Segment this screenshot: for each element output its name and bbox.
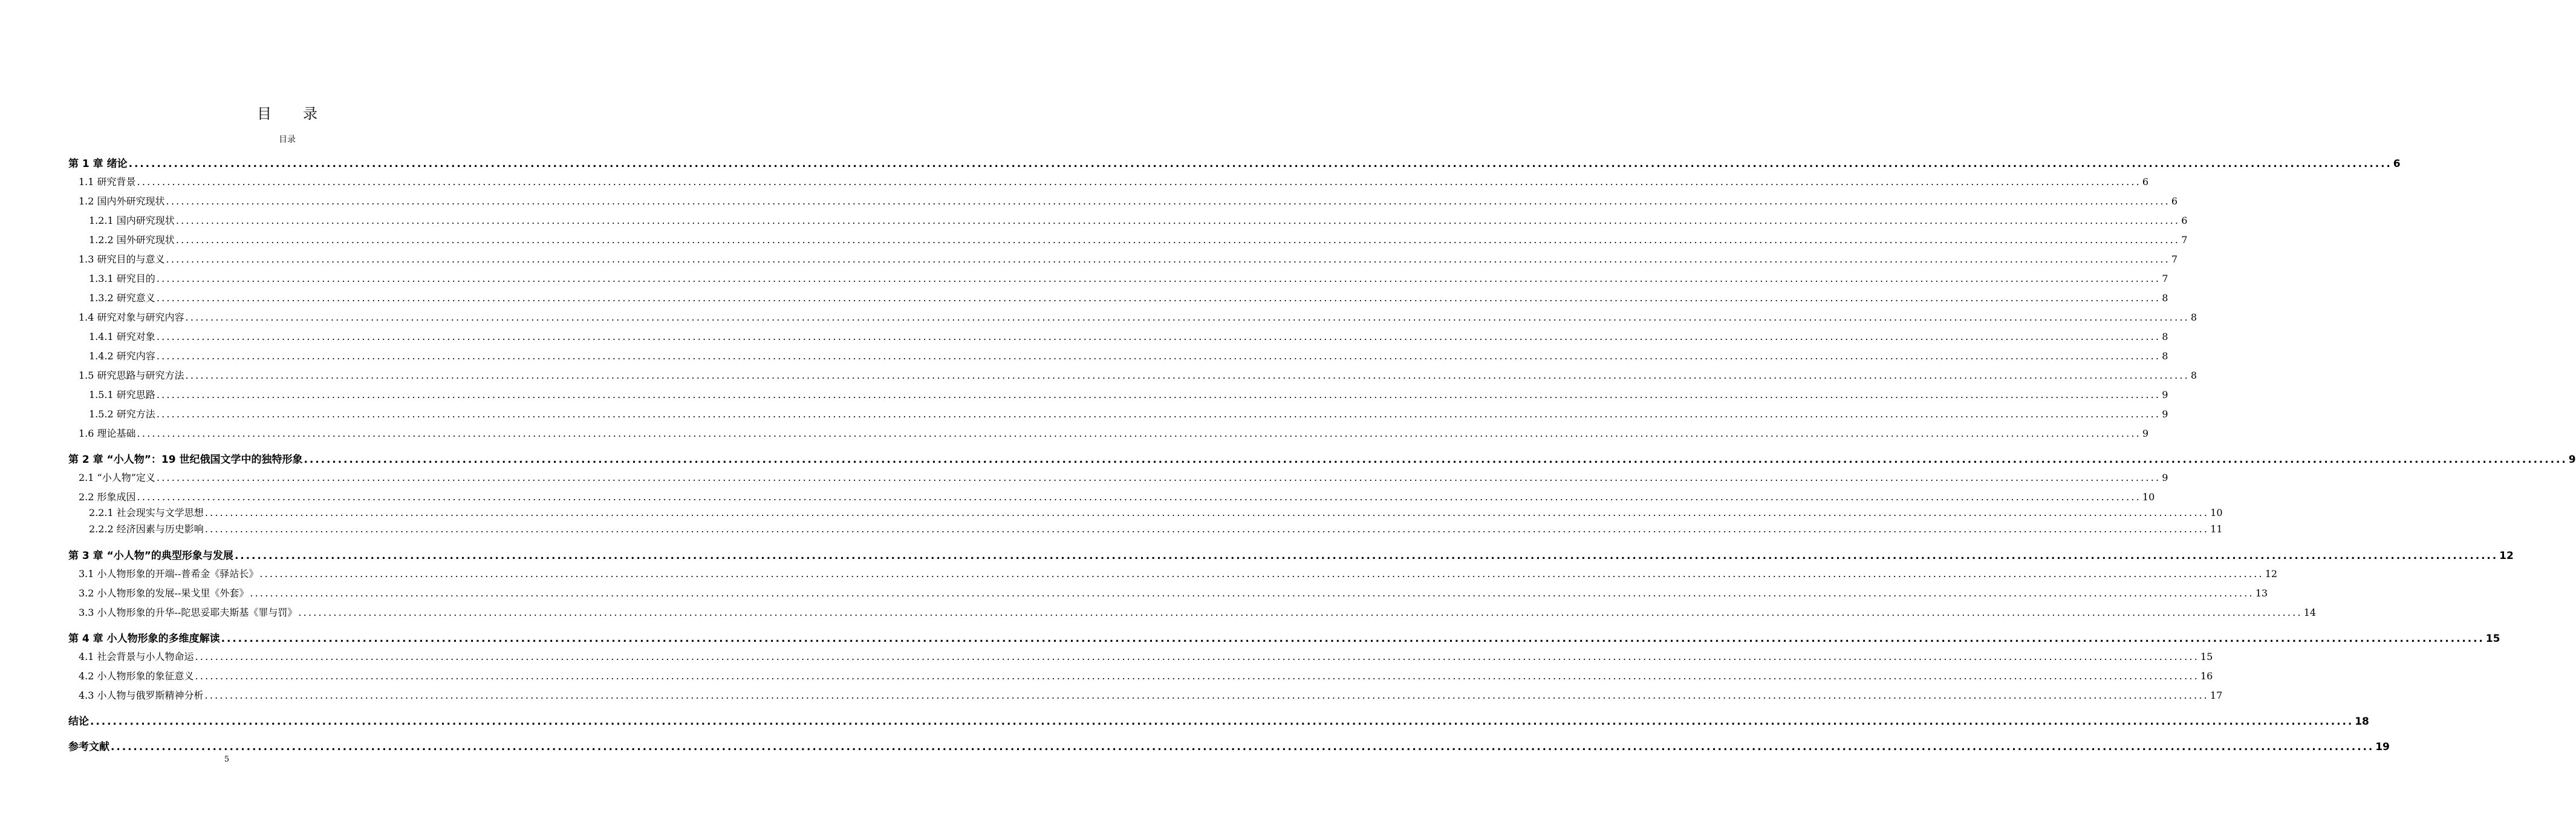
toc-entry-page: 13: [2255, 587, 2268, 599]
toc-dot-leader: ................................................................................................................................................................................................................................................................................................................................................................................................................: [156, 331, 2161, 342]
toc-entry-page: 8: [2190, 370, 2197, 381]
toc-entry[interactable]: [68, 213, 2188, 227]
toc-entry-title: 2.2 形象成因: [79, 491, 136, 503]
toc-entry-page: 15: [2485, 633, 2500, 645]
toc-dot-leader: ................................................................................................................................................................................................................................................................................................................................................................................................................: [156, 408, 2161, 420]
toc-entry-page: 9: [2162, 408, 2168, 420]
toc-dot-leader: ................................................................................................................................................................................................................................................................................................................................................................................................................: [90, 716, 2354, 728]
toc-dot-leader: ................................................................................................................................................................................................................................................................................................................................................................................................................: [259, 568, 2264, 580]
toc-entry-title: 1.3.2 研究意义: [89, 292, 155, 304]
toc-dot-leader: ................................................................................................................................................................................................................................................................................................................................................................................................................: [304, 454, 2568, 466]
toc-entry-title: 1.2.2 国外研究现状: [89, 234, 175, 246]
toc-entry-title: 3.1 小人物形象的开端--普希金《驿站长》: [79, 568, 259, 580]
toc-entry-page: 12: [2499, 550, 2514, 562]
toc-entry-page: 10: [2142, 491, 2155, 503]
toc-entry-title: 参考文献: [68, 741, 109, 753]
toc-dot-leader: ................................................................................................................................................................................................................................................................................................................................................................................................................: [298, 607, 2303, 618]
toc-entry-title: 1.4.1 研究对象: [89, 331, 155, 342]
toc-entry-page: 8: [2190, 312, 2197, 323]
toc-dot-leader: ................................................................................................................................................................................................................................................................................................................................................................................................................: [128, 158, 2392, 170]
toc-entry-page: 16: [2200, 670, 2213, 682]
toc-entry[interactable]: [68, 649, 2213, 664]
toc-entry[interactable]: [68, 713, 2369, 728]
toc-entry-title: 4.2 小人物形象的象征意义: [79, 670, 194, 682]
toc-dot-leader: ................................................................................................................................................................................................................................................................................................................................................................................................................: [234, 550, 2499, 562]
toc-entry[interactable]: [68, 174, 2149, 189]
toc-dot-leader: ................................................................................................................................................................................................................................................................................................................................................................................................................: [195, 651, 2199, 662]
toc-entry-page: 19: [2375, 741, 2390, 753]
toc-entry[interactable]: [68, 505, 2223, 520]
toc-entry-page: 18: [2355, 716, 2369, 728]
toc-entry-title: 第 2 章 “小人物”：19 世纪俄国文学中的独特形象: [68, 454, 303, 466]
toc-entry-page: 17: [2210, 690, 2223, 701]
toc-entry-page: 12: [2265, 568, 2278, 580]
page-title: 目 录: [257, 105, 326, 122]
toc-dot-leader: ................................................................................................................................................................................................................................................................................................................................................................................................................: [156, 350, 2161, 362]
toc-dot-leader: ................................................................................................................................................................................................................................................................................................................................................................................................................: [137, 176, 2141, 188]
toc-entry[interactable]: [68, 348, 2168, 363]
toc-entry[interactable]: [68, 489, 2155, 504]
toc-entry[interactable]: [68, 252, 2178, 266]
toc-entry-title: 第 1 章 绪论: [68, 158, 128, 170]
toc-dot-leader: ................................................................................................................................................................................................................................................................................................................................................................................................................: [204, 507, 2210, 518]
toc-entry[interactable]: [68, 521, 2223, 536]
toc-dot-leader: ................................................................................................................................................................................................................................................................................................................................................................................................................: [166, 195, 2170, 207]
toc-entry[interactable]: [68, 668, 2213, 683]
toc-dot-leader: ................................................................................................................................................................................................................................................................................................................................................................................................................: [175, 234, 2181, 246]
toc-entry[interactable]: [68, 586, 2268, 600]
toc-dot-leader: ................................................................................................................................................................................................................................................................................................................................................................................................................: [175, 215, 2181, 226]
toc-entry-title: 结论: [68, 716, 89, 728]
toc-entry[interactable]: [68, 232, 2188, 247]
toc-entry-title: 1.4.2 研究内容: [89, 350, 155, 362]
toc-entry-page: 8: [2162, 350, 2168, 362]
toc-entry-title: 4.1 社会背景与小人物命运: [79, 651, 194, 662]
toc-entry[interactable]: [68, 310, 2197, 324]
toc-entry-page: 8: [2162, 292, 2168, 304]
toc-dot-leader: ................................................................................................................................................................................................................................................................................................................................................................................................................: [156, 292, 2161, 304]
toc-dot-leader: ................................................................................................................................................................................................................................................................................................................................................................................................................: [204, 523, 2210, 535]
toc-entry-title: 1.1 研究背景: [79, 176, 136, 188]
toc-entry-title: 1.5.1 研究思路: [89, 389, 155, 400]
toc-entry-page: 7: [2171, 253, 2178, 265]
toc-entry[interactable]: [68, 368, 2197, 382]
toc-entry-page: 6: [2181, 215, 2188, 226]
toc-entry-page: 7: [2181, 234, 2188, 246]
toc-entry[interactable]: [68, 155, 2401, 170]
toc-entry-title: 4.3 小人物与俄罗斯精神分析: [79, 690, 204, 701]
toc-dot-leader: ................................................................................................................................................................................................................................................................................................................................................................................................................: [250, 587, 2254, 599]
toc-entry-page: 10: [2210, 507, 2223, 518]
toc-entry-page: 6: [2393, 158, 2401, 170]
toc-dot-leader: ................................................................................................................................................................................................................................................................................................................................................................................................................: [137, 428, 2141, 439]
toc-dot-leader: ................................................................................................................................................................................................................................................................................................................................................................................................................: [111, 741, 2375, 753]
toc-dot-leader: ................................................................................................................................................................................................................................................................................................................................................................................................................: [137, 491, 2141, 503]
toc-dot-leader: ................................................................................................................................................................................................................................................................................................................................................................................................................: [195, 670, 2199, 682]
toc-entry-page: 9: [2162, 389, 2168, 400]
toc-entry[interactable]: [68, 547, 2514, 562]
page-subtitle: 目录: [279, 135, 296, 145]
toc-entry[interactable]: [68, 290, 2168, 305]
toc-entry-title: 2.2.2 经济因素与历史影响: [89, 523, 204, 535]
toc-entry[interactable]: [68, 738, 2390, 753]
toc-entry-page: 9: [2568, 454, 2576, 466]
toc-entry[interactable]: [68, 426, 2149, 440]
toc-entry-title: 第 4 章 小人物形象的多维度解读: [68, 633, 220, 645]
toc-entry[interactable]: [68, 406, 2168, 421]
page-number: 5: [224, 755, 230, 764]
toc-entry-page: 6: [2142, 176, 2149, 188]
toc-entry-page: 9: [2142, 428, 2149, 439]
toc-dot-leader: ................................................................................................................................................................................................................................................................................................................................................................................................................: [156, 389, 2161, 400]
toc-entry[interactable]: [68, 566, 2278, 581]
toc-entry-title: 1.3.1 研究目的: [89, 273, 155, 284]
toc-entry[interactable]: [68, 271, 2168, 286]
toc-dot-leader: ................................................................................................................................................................................................................................................................................................................................................................................................................: [166, 253, 2170, 265]
toc-entry-title: 1.4 研究对象与研究内容: [79, 312, 184, 323]
toc-entry-title: 1.2.1 国内研究现状: [89, 215, 175, 226]
toc-dot-leader: ................................................................................................................................................................................................................................................................................................................................................................................................................: [185, 370, 2190, 381]
toc-entry[interactable]: [68, 688, 2223, 702]
toc-dot-leader: ................................................................................................................................................................................................................................................................................................................................................................................................................: [204, 690, 2209, 701]
toc-entry-title: 2.2.1 社会现实与文学思想: [89, 507, 204, 518]
toc-entry-page: 9: [2162, 472, 2168, 483]
toc-dot-leader: ................................................................................................................................................................................................................................................................................................................................................................................................................: [221, 633, 2485, 645]
toc-entry-title: 第 3 章 “小人物”的典型形象与发展: [68, 550, 233, 562]
toc-entry-page: 14: [2303, 607, 2317, 618]
toc-entry-title: 3.2 小人物形象的发展--果戈里《外套》: [79, 587, 249, 599]
toc-entry-title: 1.2 国内外研究现状: [79, 195, 165, 207]
toc-entry-title: 1.3 研究目的与意义: [79, 253, 165, 265]
toc-entry[interactable]: [68, 470, 2168, 485]
toc-entry[interactable]: [68, 630, 2500, 645]
toc-dot-leader: ................................................................................................................................................................................................................................................................................................................................................................................................................: [156, 472, 2161, 483]
toc-entry-page: 6: [2171, 195, 2178, 207]
toc-entry[interactable]: [68, 451, 2576, 466]
toc-entry-title: 1.5.2 研究方法: [89, 408, 155, 420]
toc-dot-leader: ................................................................................................................................................................................................................................................................................................................................................................................................................: [185, 312, 2190, 323]
toc-entry-title: 3.3 小人物形象的升华--陀思妥耶夫斯基《罪与罚》: [79, 607, 298, 618]
toc-entry-page: 7: [2162, 273, 2168, 284]
toc-dot-leader: ................................................................................................................................................................................................................................................................................................................................................................................................................: [156, 273, 2161, 284]
toc-entry-title: 2.1 “小人物”定义: [79, 472, 155, 483]
toc-entry[interactable]: [68, 605, 2317, 619]
toc-entry[interactable]: [68, 194, 2178, 208]
toc-entry-title: 1.5 研究思路与研究方法: [79, 370, 184, 381]
toc-entry-page: 15: [2200, 651, 2213, 662]
toc-entry-page: 11: [2210, 523, 2223, 535]
toc-entry-title: 1.6 理论基础: [79, 428, 136, 439]
toc-entry-page: 8: [2162, 331, 2168, 342]
toc-entry[interactable]: [68, 387, 2168, 402]
toc-entry[interactable]: [68, 329, 2168, 344]
